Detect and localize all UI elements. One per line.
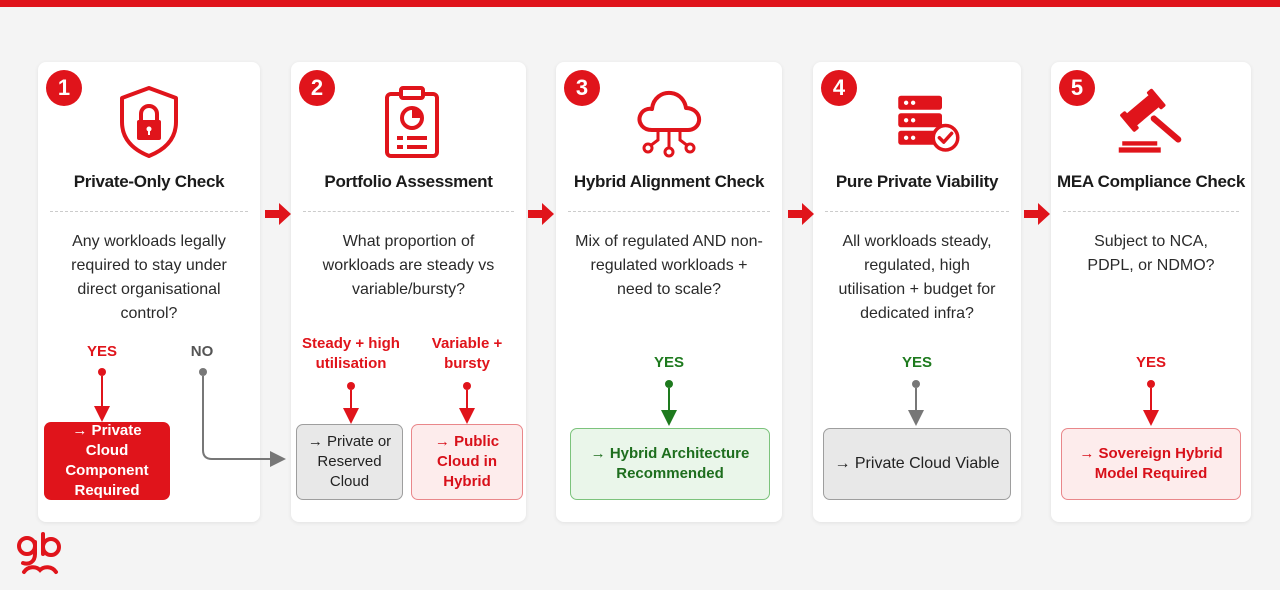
- divider: [1063, 211, 1239, 212]
- branch-label-variable: Variable + bursty: [431, 335, 503, 372]
- step-question: Mix of regulated AND non-regulated workloads + need to scale?: [575, 233, 763, 298]
- branch-label-no: NO: [190, 343, 214, 360]
- step-question: What proportion of workloads are steady vs variable/bursty?: [322, 233, 495, 298]
- step-title: Private-Only Check: [73, 172, 225, 191]
- outcome-private-or-reserved: → Private or Reserved Cloud: [296, 424, 403, 500]
- outcome-private-cloud-viable: → Private Cloud Viable: [823, 428, 1011, 500]
- step-number-badge: 3: [564, 70, 600, 106]
- flow-arrow-right-icon: [526, 199, 556, 229]
- branch-label-steady: Steady + high utilisation: [302, 335, 400, 372]
- step-title: Pure Private Viability: [835, 172, 999, 191]
- flow-arrow-right-icon: [1022, 199, 1052, 229]
- server-check-icon: [893, 84, 963, 160]
- outcome-public-cloud-hybrid: → Public Cloud in Hybrid: [411, 424, 523, 500]
- step-title: Hybrid Alignment Check: [573, 172, 765, 191]
- outcome-private-cloud-required: → Private Cloud Component Required: [44, 422, 170, 500]
- gavel-icon: [1117, 84, 1187, 160]
- outcome-sovereign-hybrid: → Sovereign Hybrid Model Required: [1061, 428, 1241, 500]
- divider: [568, 211, 770, 212]
- gb-logo: [16, 532, 64, 576]
- branch-label-yes: YES: [901, 354, 932, 371]
- step-card-3: [556, 62, 782, 522]
- step-question: Any workloads legally required to stay under direct organisational control?: [71, 233, 227, 322]
- branch-label-yes: YES: [653, 354, 684, 371]
- step-question: All workloads steady, regulated, high utilisation + budget for dedicated infra?: [838, 233, 996, 322]
- step-number-badge: 4: [821, 70, 857, 106]
- step-number-badge: 1: [46, 70, 82, 106]
- step-number-badge: 2: [299, 70, 335, 106]
- step-card-5: [1051, 62, 1251, 522]
- step-card-1: [38, 62, 260, 522]
- step-number-badge: 5: [1059, 70, 1095, 106]
- flow-arrow-right-icon: [786, 199, 816, 229]
- step-card-4: [813, 62, 1021, 522]
- top-accent-bar: [0, 0, 1280, 7]
- clipboard-chart-icon: [377, 84, 447, 160]
- step-title: Portfolio Assessment: [324, 172, 493, 191]
- flow-arrow-right-icon: [263, 199, 293, 229]
- branch-label-yes: YES: [1135, 354, 1166, 371]
- divider: [50, 211, 248, 212]
- branch-label-yes: YES: [86, 343, 117, 360]
- outcome-hybrid-recommended: → Hybrid Architecture Recommended: [570, 428, 770, 500]
- cloud-network-icon: [634, 84, 704, 160]
- step-title: MEA Compliance Check: [1057, 172, 1245, 191]
- shield-lock-icon: [114, 84, 184, 160]
- divider: [303, 211, 514, 212]
- step-question: Subject to NCA, PDPL, or NDMO?: [1087, 233, 1215, 274]
- divider: [825, 211, 1009, 212]
- step-card-2: [291, 62, 526, 522]
